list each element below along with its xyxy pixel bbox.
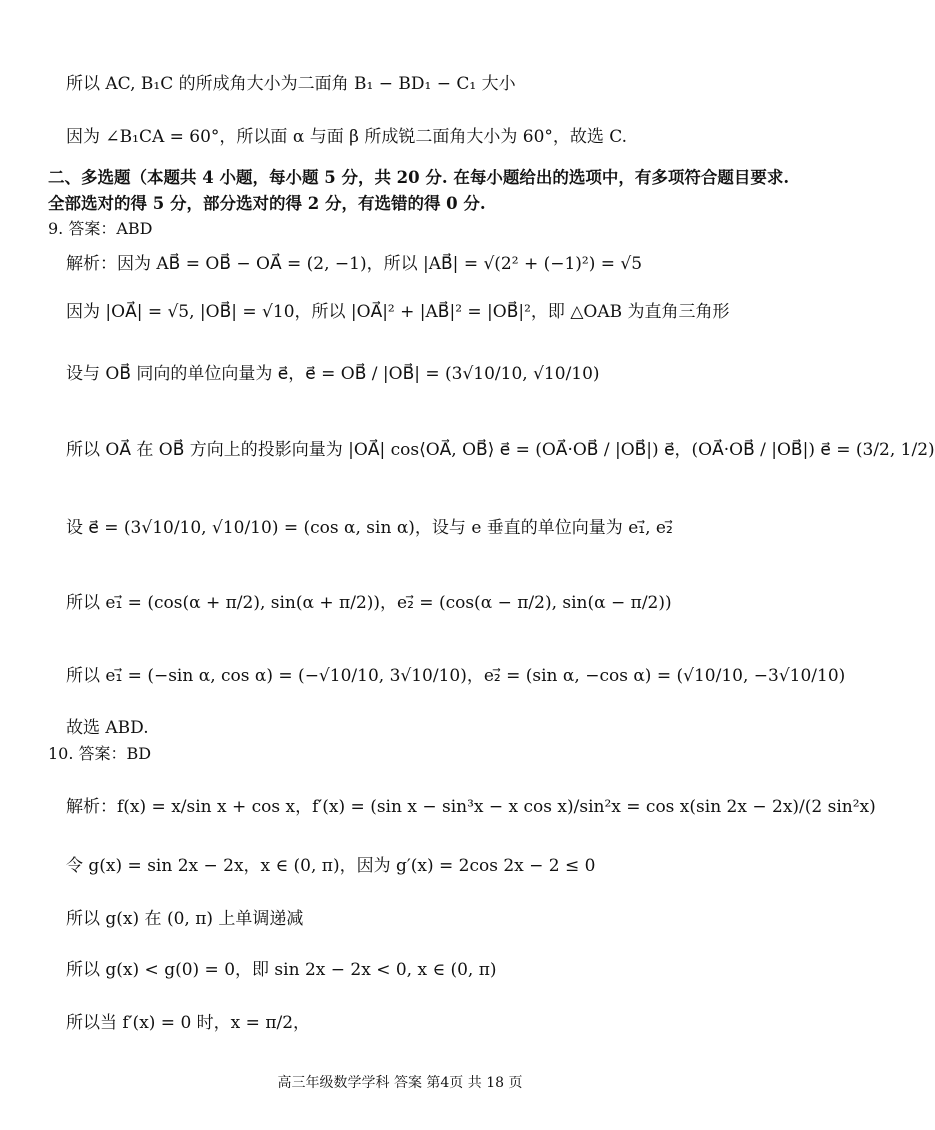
question-10-answer: 10. 答案：BD bbox=[48, 744, 152, 763]
q9-solution-line-2: 因为 |OA⃗| = √5, |OB⃗| = √10，所以 |OA⃗|² + |AB⃗|² = |OB⃗|²，即 △OAB 为直角三角形 bbox=[66, 302, 730, 322]
text-line-1: 所以 AC, B₁C 的所成角大小为二面角 B₁ − BD₁ − C₁ 大小 bbox=[66, 74, 516, 94]
q10-solution-line-3: 所以 g(x) 在 (0, π) 上单调递减 bbox=[66, 909, 304, 929]
q9-solution-line-3: 设与 OB⃗ 同向的单位向量为 e⃗，e⃗ = OB⃗ / |OB⃗| = (3√10/10, √10/10) bbox=[66, 364, 600, 384]
q9-solution-line-7: 所以 e₁⃗ = (−sin α, cos α) = (−√10/10, 3√10/10)，e₂⃗ = (sin α, −cos α) = (√10/10, −3√10/10) bbox=[66, 666, 846, 686]
q9-solution-line-1: 解析：因为 AB⃗ = OB⃗ − OA⃗ = (2, −1)，所以 |AB⃗| = √(2² + (−1)²) = √5 bbox=[66, 254, 643, 274]
q9-solution-line-6: 所以 e₁⃗ = (cos(α + π/2), sin(α + π/2))，e₂⃗ = (cos(α − π/2), sin(α − π/2)) bbox=[66, 593, 672, 613]
section-heading-line-2: 全部选对的得 5 分，部分选对的得 2 分，有选错的得 0 分. bbox=[48, 194, 486, 213]
q10-solution-line-5: 所以当 f′(x) = 0 时，x = π/2， bbox=[66, 1013, 311, 1033]
q9-solution-line-4: 所以 OA⃗ 在 OB⃗ 方向上的投影向量为 |OA⃗| cos⟨OA⃗, OB⃗⟩ e⃗ = (OA⃗·OB⃗ / |OB⃗|) e⃗，(OA⃗·OB⃗ / |OB⃗|) e⃗ = (3/2, 1/2) bbox=[66, 440, 935, 460]
section-heading-line-1: 二、多选题（本题共 4 小题，每小题 5 分，共 20 分. 在每小题给出的选项中，有多项符合题目要求. bbox=[48, 168, 790, 187]
q10-solution-line-4: 所以 g(x) < g(0) = 0，即 sin 2x − 2x < 0, x ∈ (0, π) bbox=[66, 960, 497, 980]
q10-solution-line-2: 令 g(x) = sin 2x − 2x，x ∈ (0, π)，因为 g′(x) = 2cos 2x − 2 ≤ 0 bbox=[66, 856, 596, 876]
text-line-2: 因为 ∠B₁CA = 60°，所以面 α 与面 β 所成锐二面角大小为 60°，故选 C. bbox=[66, 127, 628, 147]
q9-solution-line-5: 设 e⃗ = (3√10/10, √10/10) = (cos α, sin α)，设与 e 垂直的单位向量为 e₁⃗, e₂⃗ bbox=[66, 518, 673, 538]
page-footer: 高三年级数学学科 答案 第4页 共 18 页 bbox=[277, 1075, 523, 1091]
q10-solution-line-1: 解析：f(x) = x/sin x + cos x，f′(x) = (sin x − sin³x − x cos x)/sin²x = cos x(sin 2x − 2x)/(2 sin²x) bbox=[66, 797, 876, 817]
q9-conclusion: 故选 ABD. bbox=[66, 718, 149, 738]
question-9-answer: 9. 答案：ABD bbox=[48, 219, 153, 238]
